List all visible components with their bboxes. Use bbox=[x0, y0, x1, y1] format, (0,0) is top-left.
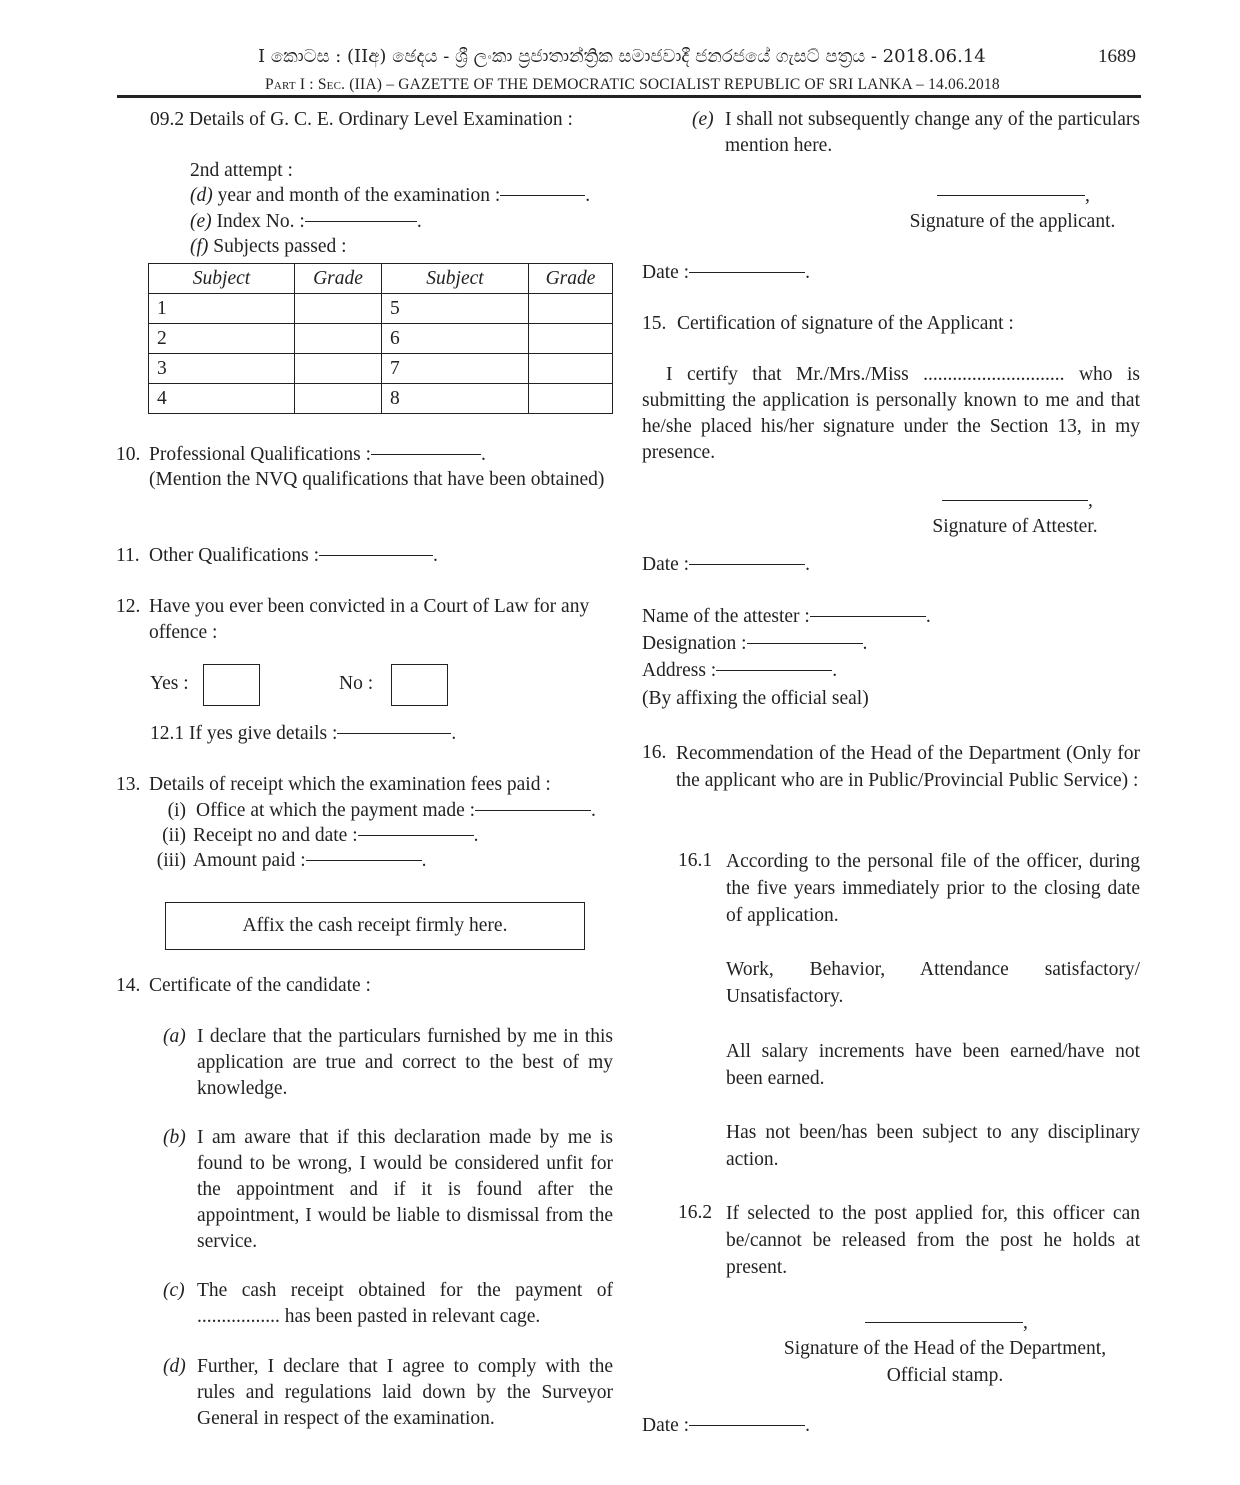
header-part: Part I : Sec. bbox=[265, 76, 346, 93]
second-attempt-label: 2nd attempt : bbox=[190, 160, 293, 181]
section-092-title: 09.2 Details of G. C. E. Ordinary Level Examination : bbox=[150, 109, 573, 130]
official-seal-note: (By affixing the official seal) bbox=[642, 688, 869, 709]
index-no-label: Index No. : bbox=[211, 211, 305, 232]
section-13-number: 13. bbox=[116, 774, 141, 795]
item-14b-label: (b) bbox=[163, 1127, 186, 1148]
table-row bbox=[149, 294, 613, 324]
no-checkbox[interactable] bbox=[391, 664, 448, 706]
table-cell[interactable] bbox=[295, 294, 382, 324]
subjects-passed-text: Subjects passed : bbox=[208, 236, 347, 257]
column-header: Grade bbox=[529, 264, 613, 294]
attester-date-field[interactable]: Date : . bbox=[642, 554, 810, 575]
column-header: Subject bbox=[149, 264, 295, 294]
subjects-passed-label bbox=[190, 234, 347, 260]
payment-office-field[interactable]: Office at which the payment made : . bbox=[196, 800, 596, 821]
amount-paid-field[interactable]: Amount paid : . bbox=[193, 850, 427, 871]
nvq-note: (Mention the NVQ qualifications that have been obtained) bbox=[149, 469, 605, 490]
date-label: Date : bbox=[642, 262, 690, 283]
receipt-details-title: Details of receipt which the examination fees paid : bbox=[149, 774, 551, 795]
declaration-b: I am aware that if this declaration made by me is found to be wrong, I would be considered unfit for the appointment and if it is found after the appointment, I would be liable to dismissal from the service. bbox=[197, 1127, 613, 1252]
table-header-row bbox=[149, 264, 613, 294]
conviction-details-field[interactable]: 12.1 If yes give details : . bbox=[150, 723, 457, 744]
table-row bbox=[149, 354, 613, 384]
item-iii-number: (iii) bbox=[156, 850, 186, 871]
header-gazette: (IIA) – GAZETTE OF THE DEMOCRATIC SOCIALIST REPUBLIC OF SRI LANKA – 14.06.2018 bbox=[349, 76, 1000, 93]
table-cell: 8 bbox=[382, 384, 529, 414]
attester-signature-line[interactable]: , bbox=[942, 488, 1093, 514]
exam-year-label: year and month of the examination : bbox=[212, 185, 501, 206]
other-qualifications-field[interactable]: Other Qualifications : . bbox=[149, 545, 438, 566]
attester-name-label: Name of the attester : bbox=[642, 606, 810, 627]
item-14a-label: (a) bbox=[163, 1026, 186, 1047]
work-behavior-text: Work, Behavior, Attendance satisfactory/ Unsatisfactory. bbox=[726, 959, 1140, 1007]
designation-field[interactable]: Designation : . bbox=[642, 633, 868, 654]
disciplinary-text: Has not been/has been subject to any disciplinary action. bbox=[726, 1122, 1140, 1170]
item-i-number: (i) bbox=[167, 800, 186, 821]
header-rule bbox=[117, 95, 1141, 98]
declaration-e: I shall not subsequently change any of the particulars mention here. bbox=[725, 109, 1140, 156]
table-cell[interactable] bbox=[295, 384, 382, 414]
section-15-number: 15. bbox=[642, 313, 667, 334]
table-cell[interactable] bbox=[295, 324, 382, 354]
item-ii-number: (ii) bbox=[162, 825, 186, 846]
section-162-number: 16.2 bbox=[678, 1202, 713, 1223]
item-f-label: (f) bbox=[190, 236, 209, 257]
section-161-number: 16.1 bbox=[678, 850, 713, 871]
item-14a-number bbox=[163, 1024, 186, 1050]
sinhala-header: I කොටස : (IIඅ) ඡෙදය - ශ්‍රී ලංකා ප්‍රජාතාන්ත්‍රික සමාජවාදී ජනරජයේ ගැසට් පත්‍රය - 2018.06.14 bbox=[258, 46, 986, 67]
designation-label: Designation : bbox=[642, 633, 747, 654]
table-cell[interactable] bbox=[529, 354, 613, 384]
no-label: No : bbox=[339, 673, 374, 694]
item-14e-label: (e) bbox=[692, 109, 714, 130]
section-12-number: 12. bbox=[116, 596, 141, 617]
yes-checkbox[interactable] bbox=[203, 664, 260, 706]
address-label: Address : bbox=[642, 660, 717, 681]
attestation-text: I certify that Mr./Mrs./Miss ............................. who is submitting the application is personally known to me and that he/she placed his/her signature under the Section 13, in my presence. bbox=[642, 364, 1140, 463]
item-14d-number bbox=[163, 1354, 186, 1380]
subjects-grades-table bbox=[148, 263, 613, 414]
personal-file-text: According to the personal file of the officer, during the five years immediately prior to the closing date of application. bbox=[726, 851, 1140, 926]
receipt-no-date-field[interactable]: Receipt no and date : . bbox=[193, 825, 479, 846]
table-cell: 5 bbox=[382, 294, 529, 324]
head-date-field[interactable]: Date : . bbox=[642, 1415, 810, 1436]
section-11-number: 11. bbox=[116, 545, 140, 566]
table-cell: 7 bbox=[382, 354, 529, 384]
table-cell: 6 bbox=[382, 324, 529, 354]
head-signature-label: Signature of the Head of the Department, bbox=[783, 1338, 1107, 1359]
applicant-signature-line[interactable]: , bbox=[937, 183, 1090, 209]
item-14d-label: (d) bbox=[163, 1356, 186, 1377]
table-cell[interactable] bbox=[295, 354, 382, 384]
date-label: Date : bbox=[642, 554, 690, 575]
date-label: Date : bbox=[642, 1415, 690, 1436]
table-cell: 3 bbox=[149, 354, 295, 384]
address-field[interactable]: Address : . bbox=[642, 660, 838, 681]
declaration-c: The cash receipt obtained for the payment of ................. has been pasted in relevant cage. bbox=[197, 1280, 613, 1327]
item-14c-number bbox=[163, 1278, 185, 1304]
exam-year-field[interactable]: (d) year and month of the examination : . bbox=[190, 185, 591, 206]
column-header: Grade bbox=[295, 264, 382, 294]
table-cell[interactable] bbox=[529, 294, 613, 324]
receipt-box[interactable] bbox=[165, 902, 585, 950]
head-recommendation-title: Recommendation of the Head of the Department (Only for the applicant who are in Public/Provincial Public Service) : bbox=[676, 743, 1140, 791]
section-14-number: 14. bbox=[116, 975, 141, 996]
payment-office-label: Office at which the payment made : bbox=[196, 800, 476, 821]
attester-signature-label: Signature of Attester. bbox=[932, 516, 1098, 537]
amount-paid-label: Amount paid : bbox=[193, 850, 306, 871]
conviction-details-label: 12.1 If yes give details : bbox=[150, 723, 338, 744]
receipt-box-label: Affix the cash receipt firmly here. bbox=[242, 915, 508, 936]
release-text: If selected to the post applied for, this officer can be/cannot be released from the post he holds at present. bbox=[726, 1203, 1140, 1278]
conviction-question: Have you ever been convicted in a Court of Law for any offence : bbox=[149, 596, 590, 643]
section-16-number: 16. bbox=[642, 742, 667, 763]
table-row bbox=[149, 384, 613, 414]
applicant-date-field[interactable]: Date : . bbox=[642, 262, 810, 283]
salary-increments-text: All salary increments have been earned/have not been earned. bbox=[726, 1041, 1140, 1089]
table-cell: 2 bbox=[149, 324, 295, 354]
head-signature-line[interactable]: , bbox=[865, 1310, 1028, 1336]
other-qualifications-label: Other Qualifications : bbox=[149, 545, 320, 566]
item-14b-number bbox=[163, 1125, 186, 1151]
professional-qualifications-label: Professional Qualifications : bbox=[149, 444, 372, 465]
item-14c-label: (c) bbox=[163, 1280, 185, 1301]
section-10-number: 10. bbox=[116, 444, 141, 465]
table-row bbox=[149, 324, 613, 354]
candidate-certificate-title: Certificate of the candidate : bbox=[149, 975, 371, 996]
table-cell: 1 bbox=[149, 294, 295, 324]
applicant-signature-label: Signature of the applicant. bbox=[909, 211, 1116, 232]
attester-name-field[interactable]: Name of the attester : . bbox=[642, 606, 931, 627]
item-d-label: (d) bbox=[190, 185, 213, 206]
signature-certification-title: Certification of signature of the Applicant : bbox=[677, 313, 1014, 334]
item-14e-number bbox=[692, 107, 714, 133]
declaration-d: Further, I declare that I agree to comply with the rules and regulations laid down by the Surveyor General in respect of the examination. bbox=[197, 1356, 613, 1429]
receipt-no-date-label: Receipt no and date : bbox=[193, 825, 358, 846]
professional-qualifications-field[interactable]: Professional Qualifications : . bbox=[149, 444, 486, 465]
declaration-a: I declare that the particulars furnished by me in this application are true and correct to the best of my knowledge. bbox=[197, 1026, 613, 1099]
page-number: 1689 bbox=[1098, 46, 1136, 67]
table-cell: 4 bbox=[149, 384, 295, 414]
official-stamp-label: Official stamp. bbox=[886, 1365, 1004, 1386]
table-cell[interactable] bbox=[529, 384, 613, 414]
table-cell[interactable] bbox=[529, 324, 613, 354]
yes-label: Yes : bbox=[150, 673, 189, 694]
column-header: Subject bbox=[382, 264, 529, 294]
item-e-label: (e) bbox=[190, 211, 212, 232]
index-no-field[interactable]: (e) Index No. : . bbox=[190, 211, 422, 232]
